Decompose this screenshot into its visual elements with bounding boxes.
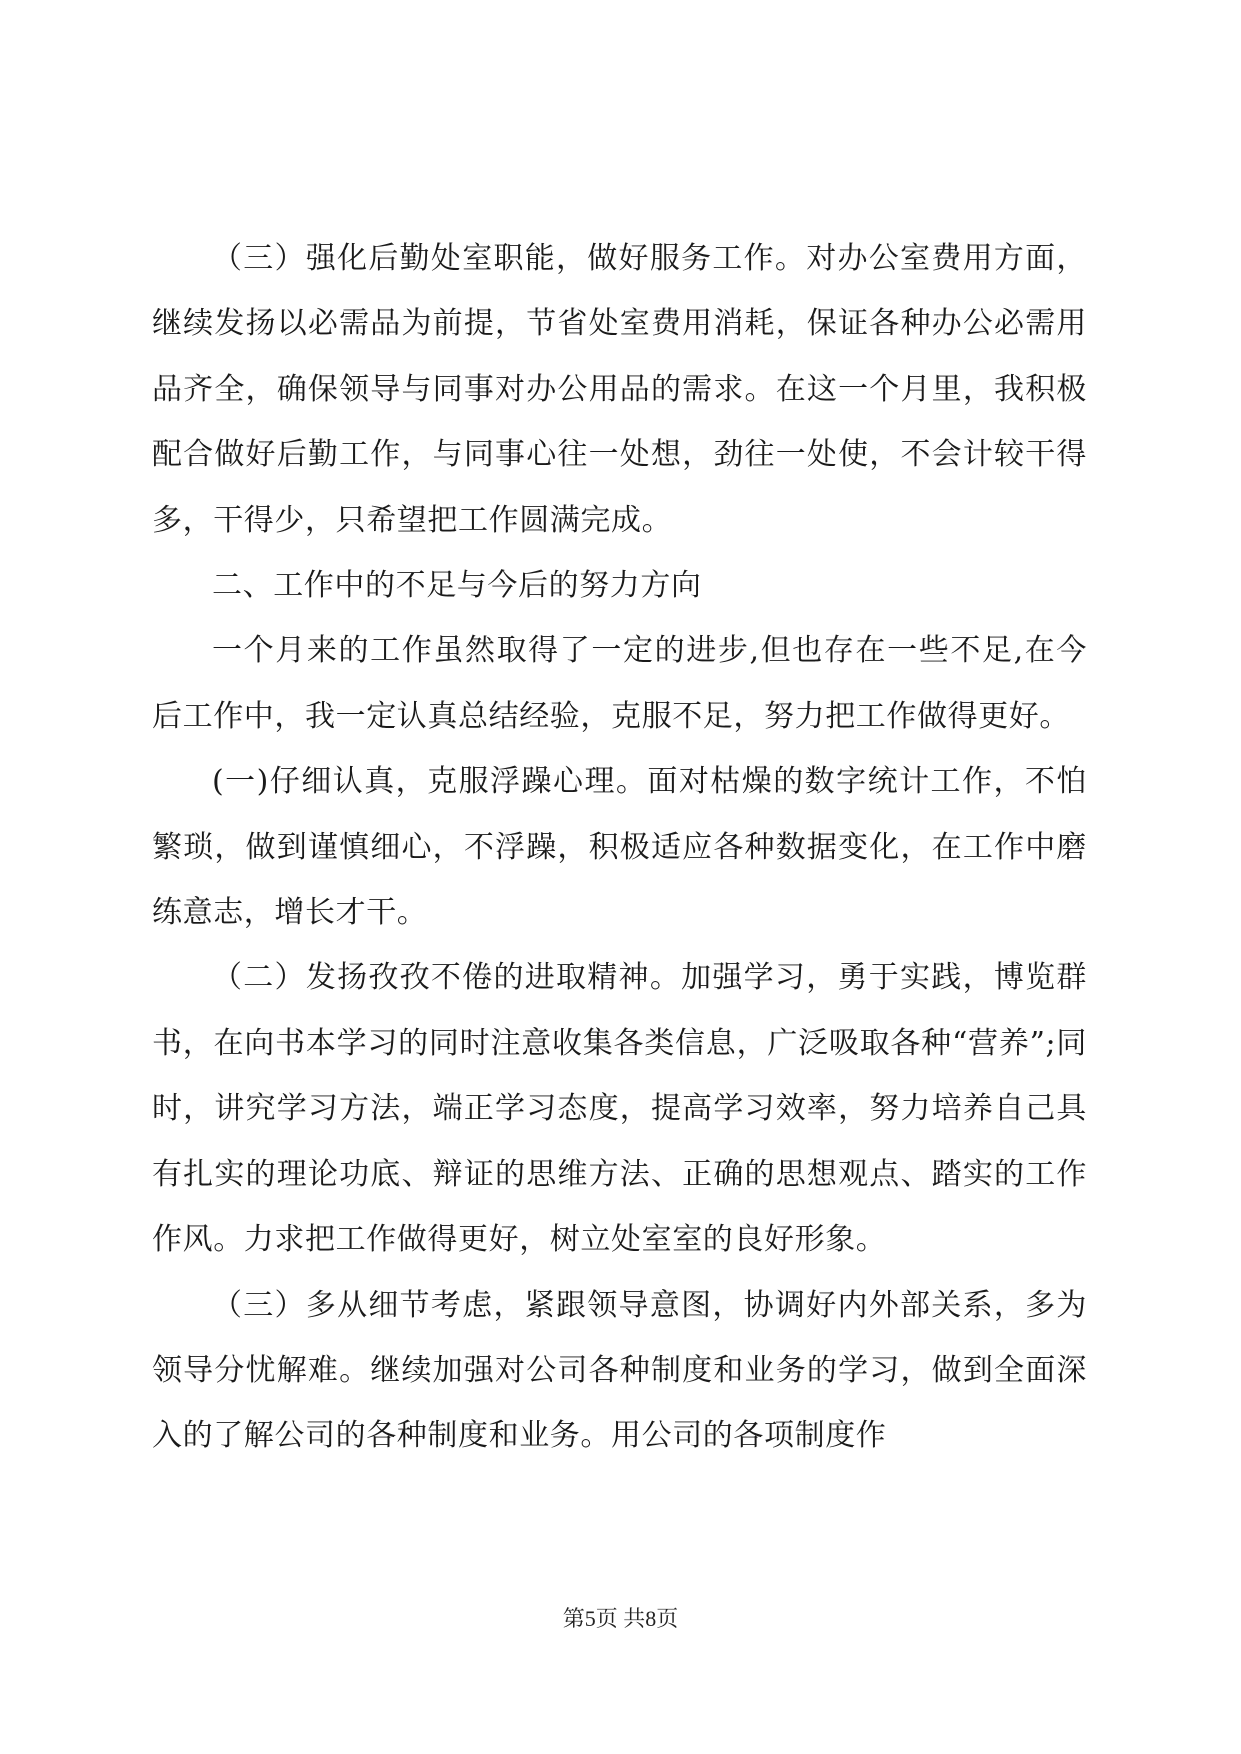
paragraph-shortcomings-intro: 一个月来的工作虽然取得了一定的进步,但也存在一些不足,在今后工作中，我一定认真总结经验，克服不足，努力把工作做得更好。 [152,633,1087,734]
document-body [152,226,1087,1469]
paragraph-learning: （二）发扬孜孜不倦的进取精神。加强学习，勇于实践，博览群书，在向书本学习的同时注意收集各类信息，广泛吸取各种“营养”;同时，讲究学习方法，端正学习态度，提高学习效率，努力培养自己具有扎实的理论功底、辩证的思维方法、正确的思想观点、踏实的工作作风。力求把工作做得更好，树立处室室的良好形象。 [152,960,1087,1258]
page-number-footer: 第5页 共8页 [562,1606,679,1631]
paragraph-details: （三）多从细节考虑，紧跟领导意图，协调好内外部关系，多为领导分忧解难。继续加强对公司各种制度和业务的学习，做到全面深入的了解公司的各种制度和业务。用公司的各项制度作 [152,1287,1087,1454]
paragraph-logistics: （三）强化后勤处室职能，做好服务工作。对办公室费用方面，继续发扬以必需品为前提，节省处室费用消耗，保证各种办公必需用品齐全，确保领导与同事对办公用品的需求。在这一个月里，我积极配合做好后勤工作，与同事心往一处想，劲往一处使，不会计较干得多，干得少，只希望把工作圆满完成。 [152,241,1087,538]
paragraph-careful: (一)仔细认真，克服浮躁心理。面对枯燥的数字统计工作，不怕繁琐，做到谨慎细心，不浮躁，积极适应各种数据变化，在工作中磨练意志，增长才干。 [152,764,1087,931]
section-heading-shortcomings: 二、工作中的不足与今后的努力方向 [212,568,702,604]
